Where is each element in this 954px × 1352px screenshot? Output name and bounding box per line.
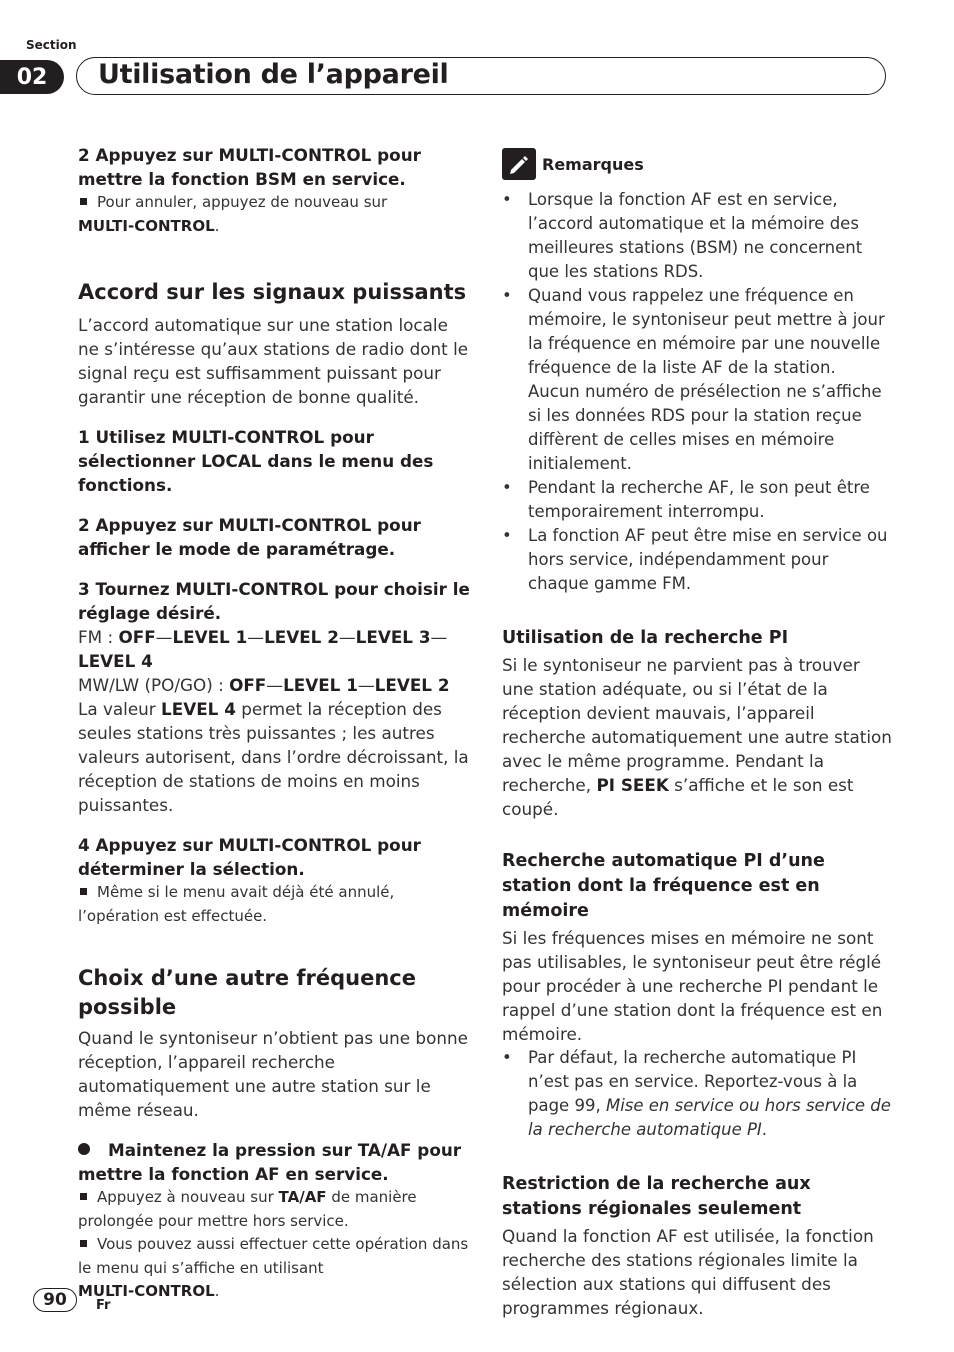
heading-local: Accord sur les signaux puissants (78, 280, 467, 304)
paragraph-level: La valeur LEVEL 4 permet la réception des seules stations très puissantes ; les autres valeurs autorisent, dans l’ordre décroissant, la réception de stations de moins en moins puissantes. (78, 699, 469, 815)
note-af1: Appuyez à nouveau sur TA/AF de manière prolongée pour mettre hors service. (78, 1188, 417, 1230)
language-label: Fr (96, 1298, 111, 1313)
square-bullet-icon (80, 1193, 87, 1200)
step-af: Maintenez la pression sur TA/AF pour mettre la fonction AF en service. (78, 1140, 462, 1184)
list-item: • Pendant la recherche AF, le son peut être temporairement interrompu. (502, 476, 892, 524)
step-bsm: 2 Appuyez sur MULTI-CONTROL pour mettre la fonction BSM en service. (78, 145, 421, 189)
list-item: • Quand vous rappelez une fréquence en mémoire, le syntoniseur peut mettre à jour la fréquence en mémoire par une nouvelle fréquence de la liste AF de la station. Aucun numéro de présélection ne s’affiche si les données RDS pour la station reçue diffèrent de celles mises en mémoire initialement. (502, 284, 892, 476)
square-bullet-icon (80, 1240, 87, 1247)
round-bullet-icon (78, 1143, 90, 1155)
square-bullet-icon (80, 198, 87, 205)
note-af2: Vous pouvez aussi effectuer cette opération dans le menu qui s’affiche en utilisant MULTI-CONTROL. (78, 1235, 469, 1300)
step4-local: 4 Appuyez sur MULTI-CONTROL pour déterminer la sélection. (78, 835, 421, 879)
paragraph-local: L’accord automatique sur une station locale ne s’intéresse qu’aux stations de radio dont le signal reçu est suffisamment puissant pour garantir une réception de bonne qualité. (78, 315, 469, 407)
list-item: • Lorsque la fonction AF est en service, l’accord automatique et la mémoire des meilleures stations (BSM) ne concernent que les stations RDS. (502, 188, 892, 284)
section-number-badge: 02 (0, 60, 64, 94)
heading-af: Choix d’une autre fréquence possible (78, 966, 416, 1019)
paragraph-auto-pi: Si les fréquences mises en mémoire ne sont pas utilisables, le syntoniseur peut être réglé pour procéder à une recherche PI pendant le rappel d’une station dont la fréquence est en mémoire. (502, 928, 883, 1044)
auto-pi-list (502, 1046, 892, 1142)
square-bullet-icon (80, 888, 87, 895)
remarks-title: Remarques (542, 154, 644, 174)
note-menu: Même si le menu avait déjà été annulé, l’opération est effectuée. (78, 883, 395, 925)
note-cancel: Pour annuler, appuyez de nouveau sur MULTI-CONTROL. (78, 193, 388, 235)
heading-regional: Restriction de la recherche aux stations régionales seulement (502, 1174, 811, 1219)
left-column (78, 143, 470, 1304)
step2-local: 2 Appuyez sur MULTI-CONTROL pour afficher le mode de paramétrage. (78, 515, 421, 559)
paragraph-pi: Si le syntoniseur ne parvient pas à trouver une station adéquate, ou si l’état de la réception devient mauvais, l’appareil recherche automatiquement une autre station avec le même programme. Pendant la recherche, PI SEEK s’affiche et le son est coupé. (502, 655, 892, 819)
remarks-list (502, 188, 892, 596)
page-title: Utilisation de l’appareil (98, 59, 449, 90)
list-item: • La fonction AF peut être mise en service ou hors service, indépendamment pour chaque gamme FM. (502, 524, 892, 596)
heading-auto-pi: Recherche automatique PI d’une station dont la fréquence est en mémoire (502, 851, 825, 921)
step1-local: 1 Utilisez MULTI-CONTROL pour sélectionner LOCAL dans le menu des fonctions. (78, 427, 434, 495)
paragraph-af: Quand le syntoniseur n’obtient pas une bonne réception, l’appareil recherche automatiquement une autre station sur le même réseau. (78, 1028, 468, 1120)
remarks-header (502, 148, 892, 180)
section-label: Section (26, 38, 77, 52)
mw-levels: MW/LW (PO/GO) : OFF—LEVEL 1—LEVEL 2 (78, 675, 450, 695)
fm-levels: FM : OFF—LEVEL 1—LEVEL 2—LEVEL 3— LEVEL 4 (78, 627, 448, 671)
right-column (502, 148, 892, 1320)
page-number: 90 (33, 1288, 77, 1312)
pencil-icon (502, 148, 536, 180)
heading-pi: Utilisation de la recherche PI (502, 628, 789, 648)
list-item: • Par défaut, la recherche automatique PI n’est pas en service. Reportez-vous à la page 99, Mise en service ou hors service de la recherche automatique PI. (502, 1046, 892, 1142)
step3-local: 3 Tournez MULTI-CONTROL pour choisir le réglage désiré. (78, 579, 470, 623)
paragraph-regional: Quand la fonction AF est utilisée, la fonction recherche des stations régionales limite la sélection aux stations qui diffusent des programmes régionaux. (502, 1226, 874, 1318)
